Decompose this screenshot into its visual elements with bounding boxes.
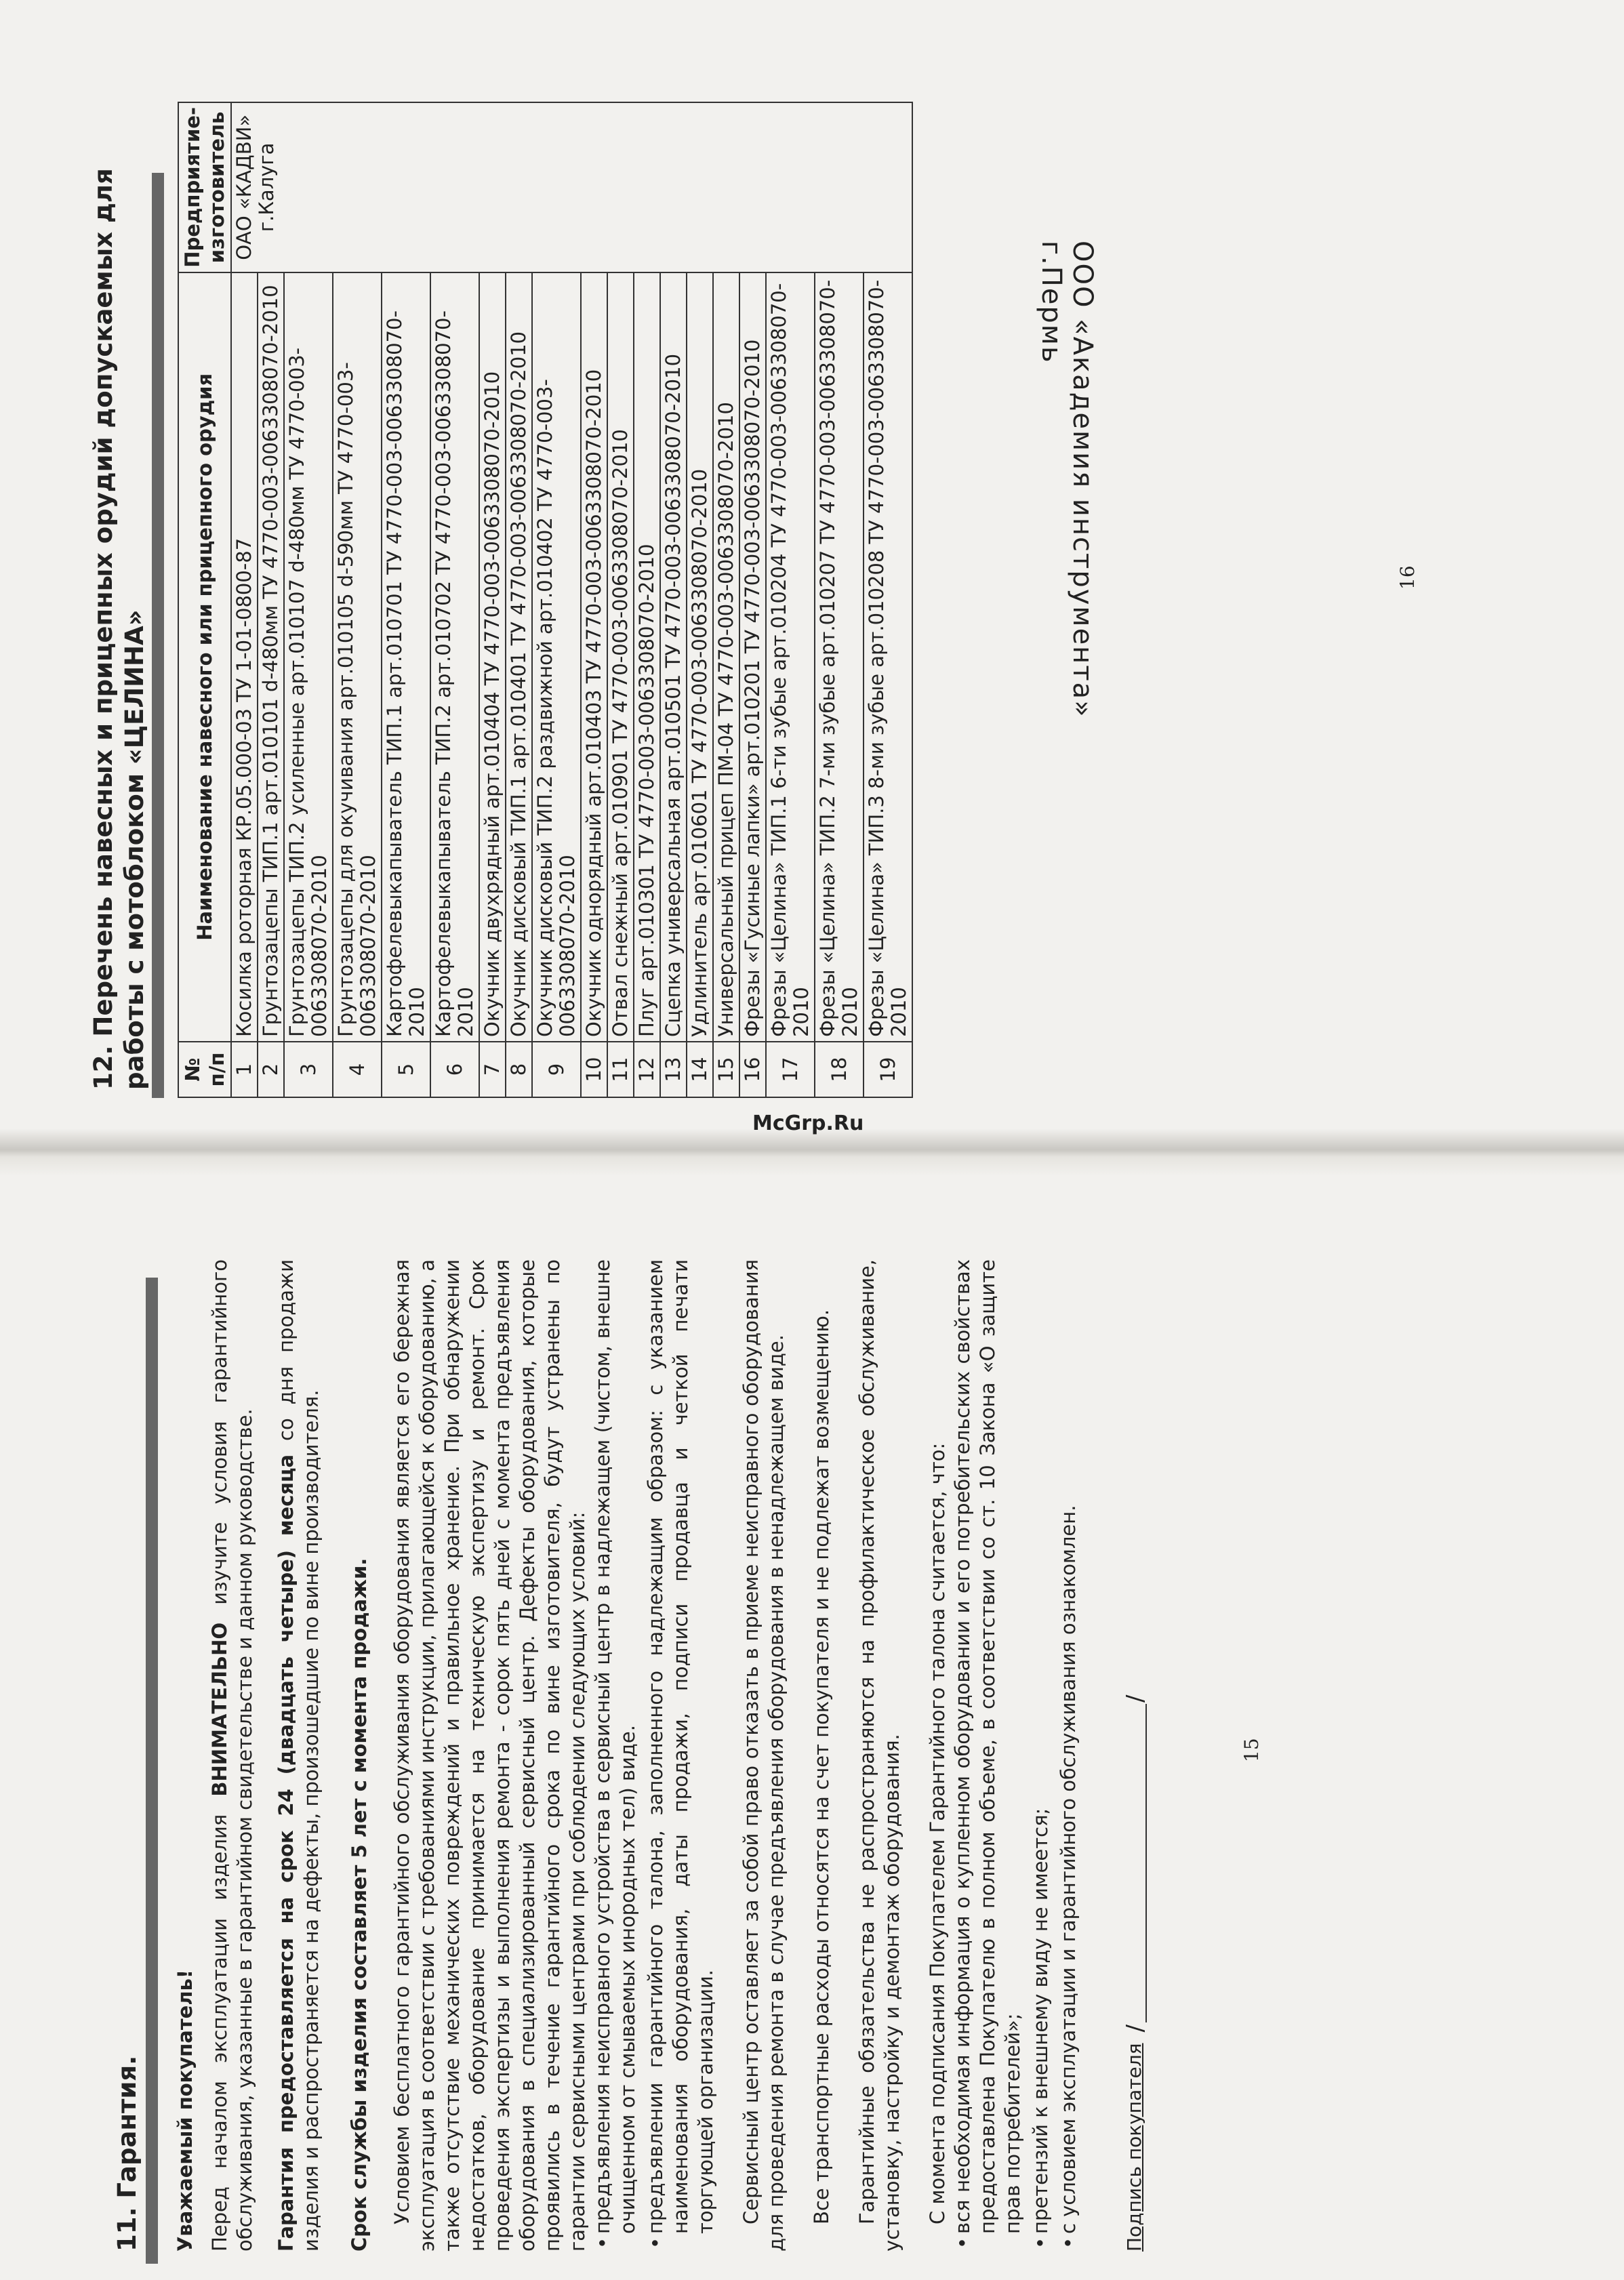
- row-number: 7: [479, 1042, 506, 1097]
- signature-line[interactable]: [1129, 1704, 1147, 2022]
- transport-paragraph: Все транспортные расходы относятся на счет покупателя и не подлежат возмещению.: [810, 1309, 833, 2224]
- row-number: 16: [739, 1042, 766, 1097]
- row-implement-name: Универсальный прицеп ПМ-04 ТУ 4770-003-0063308070-2010: [713, 272, 739, 1042]
- page-number: 16: [1396, 565, 1419, 590]
- row-number: 19: [864, 1042, 912, 1097]
- row-implement-name: Отвал снежный арт.010901 ТУ 4770-003-0063308070-2010: [607, 272, 634, 1042]
- greeting: Уважаемый покупатель!: [174, 1969, 197, 2252]
- row-implement-name: Окучник однорядный арт.010403 ТУ 4770-003-0063308070-2010: [581, 272, 607, 1042]
- row-number: 18: [815, 1042, 864, 1097]
- row-implement-name: Плуг арт.010301 ТУ 4770-003-0063308070-2010: [634, 272, 660, 1042]
- row-number: 3: [284, 1042, 333, 1097]
- row-number: 9: [532, 1042, 581, 1097]
- obligations-paragraph: Гарантийные обязательства не распространяются на профилактическое обслуживание, установку, настройку и демонтаж оборудования.: [855, 1259, 904, 2252]
- row-implement-name: Грунтозацепы ТИП.2 усиленные арт.010107 d-480мм ТУ 4770-003-0063308070-2010: [284, 272, 333, 1042]
- table-row: [231, 102, 258, 1097]
- page-number: 15: [1240, 1738, 1263, 1762]
- page-fold: [0, 1128, 1624, 1176]
- row-implement-name: Окучник дисковый ТИП.2 раздвижной арт.010402 ТУ 4770-003-0063308070-2010: [532, 272, 581, 1042]
- row-number: 4: [333, 1042, 382, 1097]
- maker-stamp: ООО «Академия инструмента» г.Пермь: [1036, 241, 1098, 718]
- row-number: 6: [430, 1042, 479, 1097]
- row-number: 2: [258, 1042, 284, 1097]
- signature-label: Подпись покупателя: [1123, 2043, 1145, 2252]
- row-implement-name: Грунтозацепы для окучивания арт.010105 d-590мм ТУ 4770-003-0063308070-2010: [333, 272, 382, 1042]
- warranty-section-title: 11. Гарантия.: [108, 1278, 158, 2264]
- row-implement-name: Окучник дисковый ТИП.1 арт.010401 ТУ 4770-003-0063308070-2010: [506, 272, 532, 1042]
- row-implement-name: Окучник двухрядный арт.010404 ТУ 4770-003-0063308070-2010: [479, 272, 506, 1042]
- watermark-text: McGrp.Ru: [752, 1112, 864, 1135]
- row-implement-name: Фрезы «Целина» ТИП.1 6-ти зубые арт.010204 ТУ 4770-003-0063308070-2010: [766, 272, 815, 1042]
- row-implement-name: Картофелевыкапыватель ТИП.2 арт.010702 ТУ 4770-003-0063308070-2010: [430, 272, 479, 1042]
- row-implement-name: Грунтозацепы ТИП.1 арт.010101 d-480мм ТУ 4770-003-0063308070-2010: [258, 272, 284, 1042]
- row-implement-name: Удлинитель арт.010601 ТУ 4770-003-0063308070-2010: [687, 272, 713, 1042]
- row-number: 8: [506, 1042, 532, 1097]
- implements-table: [178, 102, 913, 1098]
- row-number: 14: [687, 1042, 713, 1097]
- row-implement-name: Сцепка универсальная арт.010501 ТУ 4770-003-0063308070-2010: [660, 272, 687, 1042]
- warranty-term: Гарантия предоставляется на срок 24 (двадцать четыре) месяца со дня продажи изделия и распространяется на дефекты, произошедшие по вине производителя.: [275, 1259, 323, 2252]
- list-item: • предъявления неисправного устройства в сервисный центр в надлежащем (чистом, внешне очищенном от смываемых инородных тел) виде.: [590, 1259, 641, 2252]
- row-number: 17: [766, 1042, 815, 1097]
- first-maker: ОАО «КАДВИ» г.Калуга: [232, 114, 278, 260]
- page-15: [88, 1247, 1308, 2264]
- page-16: [88, 75, 1471, 1098]
- conditions-paragraph: Условием бесплатного гарантийного обслуживания оборудования является его бережная эксплуатация в соответствии с требованиями инструкции, прилагающейся к оборудованию, а также отсутствие механических повреждений и правильное хранение. При обнаружении недостатков, оборудование принимается на техническую экспертизу и ремонт. Срок проведения экспертизы и выполнения ремонта - сорок пять дней с момента предъявления оборудования в специализированный сервисный центр. Дефекты оборудования, которые проявились в течение гарантийного срока по вине изготовителя, будут устранены по гарантии сервисными центрами при соблюдении следующих условий:: [390, 1259, 589, 2252]
- warranty-body: [158, 1247, 1147, 2264]
- list-item: • вся необходимая информация о купленном оборудовании и его потребительских свойствах предоставлена Покупателю в полном объеме, в соответствии со ст. 10 Закона «О защите прав потребителей»;: [950, 1259, 1026, 2252]
- implements-section-title: 12. Перечень навесных и прицепных орудий допускаемых для работы с мотоблоком «ЦЕЛИНА»: [89, 168, 149, 1090]
- header-name: Наименование навесного или прицепного орудия: [178, 272, 231, 1042]
- service-life: Срок службы изделия составляет 5 лет с момента продажи.: [348, 1558, 371, 2252]
- row-number: 11: [607, 1042, 634, 1097]
- row-implement-name: Картофелевыкапыватель ТИП.1 арт.010701 ТУ 4770-003-0063308070-2010: [382, 272, 430, 1042]
- service-center-paragraph: Сервисный центр оставляет за собой право отказать в приеме неисправного оборудования для проведения ремонта в случае предъявления оборудования в ненадлежащем виде.: [739, 1259, 788, 2252]
- row-number: 5: [382, 1042, 430, 1097]
- row-implement-name: Фрезы «Целина» ТИП.3 8-ми зубые арт.010208 ТУ 4770-003-0063308070-2010: [864, 272, 912, 1042]
- row-implement-name: Фрезы «Гусиные лапки» арт.010201 ТУ 4770-003-0063308070-2010: [739, 272, 766, 1042]
- row-maker: [231, 102, 912, 272]
- title-bar: [152, 173, 164, 1098]
- intro-paragraph: Перед началом эксплуатации изделия ВНИМАТЕЛЬНО изучите условия гарантийного обслуживания, указанные в гарантийном свидетельстве и данном руководстве.: [208, 1259, 256, 2252]
- list-item: • претензий к внешнему виду не имеется;: [1028, 1259, 1053, 2252]
- row-implement-name: Косилка роторная КР.05.000-03 ТУ 1-01-0800-87: [231, 272, 258, 1042]
- row-number: 15: [713, 1042, 739, 1097]
- signature-block: [1122, 1259, 1147, 2252]
- conditions-list: [590, 1259, 718, 2252]
- header-maker: Предприятие-изготовитель: [178, 102, 231, 272]
- row-number: 1: [231, 1042, 258, 1097]
- row-number: 10: [581, 1042, 607, 1097]
- row-number: 13: [660, 1042, 687, 1097]
- row-number: 12: [634, 1042, 660, 1097]
- row-implement-name: Фрезы «Целина» ТИП.2 7-ми зубые арт.010207 ТУ 4770-003-0063308070-2010: [815, 272, 864, 1042]
- implements-table-body: [231, 102, 912, 1097]
- table-header-row: [178, 102, 231, 1097]
- list-item: • предъявлении гарантийного талона, заполненного надлежащим образом: с указанием наименования оборудования, даты продажи, подписи продавца и четкой печати торгующей организации.: [643, 1259, 718, 2252]
- header-num: № п/п: [178, 1042, 231, 1097]
- list-item: • с условием эксплуатации и гарантийного обслуживания ознакомлен.: [1056, 1259, 1081, 2252]
- signing-list: [950, 1259, 1081, 2252]
- signing-paragraph: С момента подписания Покупателем Гарантийного талона считается, что:: [926, 1442, 949, 2224]
